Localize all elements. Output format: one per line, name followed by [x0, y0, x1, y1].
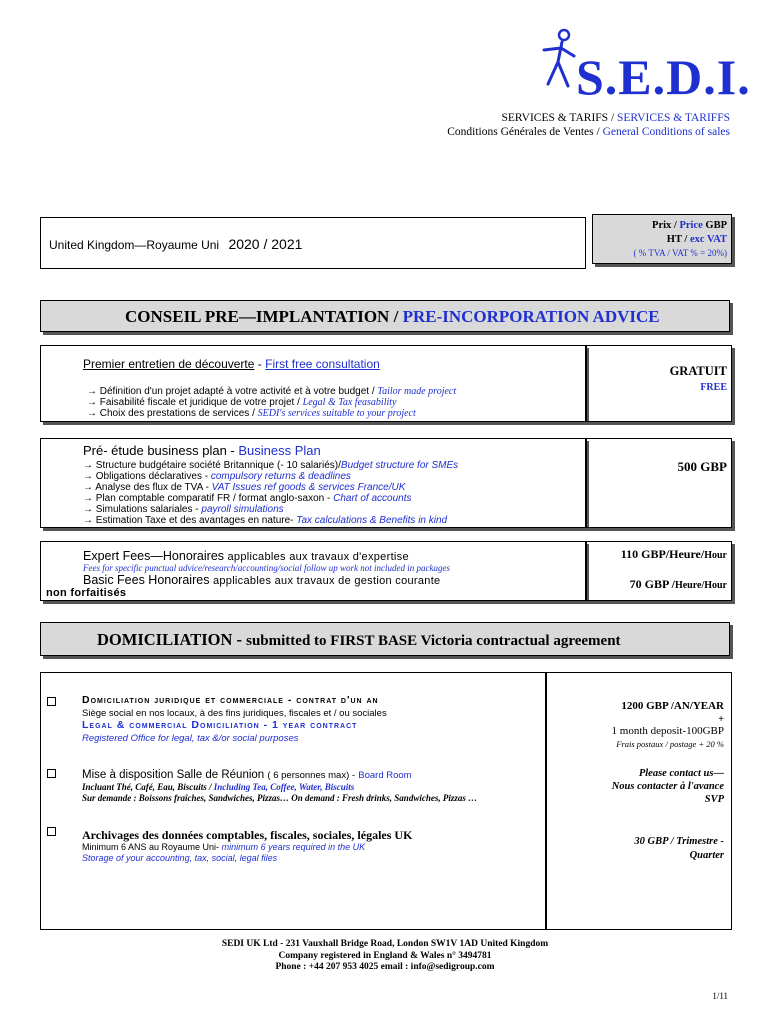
business-plan-box — [40, 438, 586, 528]
consultation-title-en: First free consultation — [265, 357, 380, 371]
list-item: → Structure budgétaire société Britannique (- 10 salariés)/Budget structure for SMEs — [83, 460, 459, 471]
basic-fees-desc-2: non forfaitisés — [46, 587, 127, 599]
plus-sign: + — [718, 714, 724, 725]
list-item: → Estimation Taxe et des avantages en nature- Tax calculations & Benefits in kind — [83, 515, 448, 526]
business-plan-title-en: Business Plan — [238, 443, 321, 458]
list-item: → Analyse des flux de TVA - VAT Issues ref goods & services France/UK — [83, 482, 406, 493]
region-year: 2020 / 2021 — [228, 236, 303, 252]
consultation-price-fr: GRATUIT — [669, 364, 727, 378]
footer-contact: Phone : +44 207 953 4025 email : info@sedigroup.com — [275, 962, 495, 972]
checkbox-archiving[interactable] — [47, 827, 56, 836]
vat-note: ( % TVA / VAT % = 20%) — [633, 248, 727, 258]
meeting-price-1: Please contact us— — [638, 768, 724, 779]
list-item: → Obligations déclaratives - compulsory returns & deadlines — [83, 471, 351, 482]
consultation-price-en: FREE — [700, 382, 727, 393]
logo-text: S.E.D.I. — [576, 49, 751, 105]
list-item: → Choix des prestations de services / SEDI's services suitable to your project — [87, 408, 416, 419]
checkbox-domiciliation[interactable] — [47, 697, 56, 706]
page-number: 1/11 — [712, 991, 728, 1001]
domiciliation-desc-en: Registered Office for legal, tax &/or social purposes — [82, 733, 299, 744]
archiving-line-2: Storage of your accounting, tax, social, legal files — [82, 853, 278, 863]
postage-note: Frais postaux / postage + 20 % — [616, 739, 724, 749]
expert-fees-note: Fees for specific punctual advice/research/accounting/social follow up work not included in packages — [83, 563, 451, 573]
domiciliation-price: 1200 GBP /AN/YEAR — [621, 700, 724, 712]
checkbox-meeting-room[interactable] — [47, 769, 56, 778]
expert-fees-title: Expert Fees—Honoraires — [83, 549, 225, 563]
domiciliation-deposit: 1 month deposit-100GBP — [611, 725, 724, 737]
meeting-line-1: Incluant Thé, Café, Eau, Biscuits / Including Tea, Coffee, Water, Biscuits — [82, 782, 355, 792]
fees-box: Expert Fees—Honoraires applicables aux travaux d'expertise Fees for specific punctual advice/research/accounting/social follow up work not included in packages Basic Fees Honoraires applicables aux travaux de gestion courante — [40, 541, 586, 601]
archiving-title: Archivages des données comptables, fiscales, sociales, légales UK — [82, 828, 413, 842]
basic-fees-title: Basic Fees Honoraires — [83, 573, 210, 587]
list-item: → Définition d'un projet adapté à votre activité et à votre budget / Tailor made project — [87, 386, 457, 397]
meeting-title: Mise à disposition Salle de Réunion ( 6 personnes max) - Board Room — [82, 769, 412, 781]
price-header-box: Prix / Price GBP HT / exc VAT ( % TVA / VAT % = 20%) — [592, 214, 732, 264]
business-plan-price-box — [586, 438, 732, 528]
domiciliation-title-fr: Domiciliation juridique et commerciale - contrat d'un an — [82, 694, 379, 706]
meeting-price-2: Nous contacter à l'avance — [611, 781, 724, 792]
section-banner-domiciliation: DOMICILIATION - submitted to FIRST BASE Victoria contractual agreement — [40, 622, 730, 656]
fees-price-box: 110 GBP/Heure/Hour 70 GBP /Heure/Hour — [586, 541, 732, 601]
section-title-en: PRE-INCORPORATION ADVICE — [402, 307, 660, 326]
business-plan-price: 500 GBP — [677, 459, 727, 474]
archiving-price-1: 30 GBP / Trimestre - — [634, 836, 724, 847]
section-title-fr: CONSEIL PRE—IMPLANTATION — [125, 307, 390, 326]
domiciliation-title-en: Legal & commercial Domiciliation - 1 year contract — [82, 719, 358, 731]
header-line-1: SERVICES & TARIFS / SERVICES & TARIFFS — [501, 112, 730, 124]
list-item: → Faisabilité fiscale et juridique de votre projet / Legal & Tax feasability — [87, 397, 397, 408]
list-item: → Simulations salariales - payroll simulations — [83, 504, 284, 515]
section-banner-pre-incorporation: CONSEIL PRE—IMPLANTATION / PRE-INCORPORATION ADVICE — [40, 300, 730, 332]
consultation-box: Premier entretien de découverte - First free consultation → Définition d'un projet adapté à votre activité et à votre budget / Tailor made project → Faisabilité fiscale et juridique de votre projet / Legal & Tax feasability → Choix des prestations de services / SEDI's services suitable to your project — [40, 345, 586, 422]
footer-address: SEDI UK Ltd - 231 Vauxhall Bridge Road, London SW1V 1AD United Kingdom — [221, 939, 549, 949]
consultation-price-box — [586, 345, 732, 422]
consultation-title-fr: Premier entretien de découverte — [83, 357, 255, 371]
meeting-price-3: SVP — [704, 794, 724, 805]
region-label: United Kingdom—Royaume Uni — [49, 238, 220, 252]
meeting-line-2: Sur demande : Boissons fraîches, Sandwiches, Pizzas… On demand : Fresh drinks, Sandwiches, Pizzas … — [82, 793, 478, 803]
header-line-2: Conditions Générales de Ventes / General Conditions of sales — [447, 126, 730, 138]
business-plan-title-fr: Pré- étude business plan - — [83, 443, 235, 458]
region-box — [40, 217, 586, 269]
section-2-title: DOMICILIATION - — [97, 630, 242, 649]
archiving-price-2: Quarter — [689, 850, 724, 861]
footer-registration: Company registered in England & Wales n° 3494781 — [278, 951, 492, 961]
list-item: → Plan comptable comparatif FR / format anglo-saxon - Chart of accounts — [83, 493, 412, 504]
domiciliation-desc-fr: Siège social en nos locaux, à des fins juridiques, fiscales et / ou sociales — [82, 708, 387, 719]
archiving-line-1: Minimum 6 ANS au Royaume Uni- minimum 6 years required in the UK — [82, 842, 366, 852]
